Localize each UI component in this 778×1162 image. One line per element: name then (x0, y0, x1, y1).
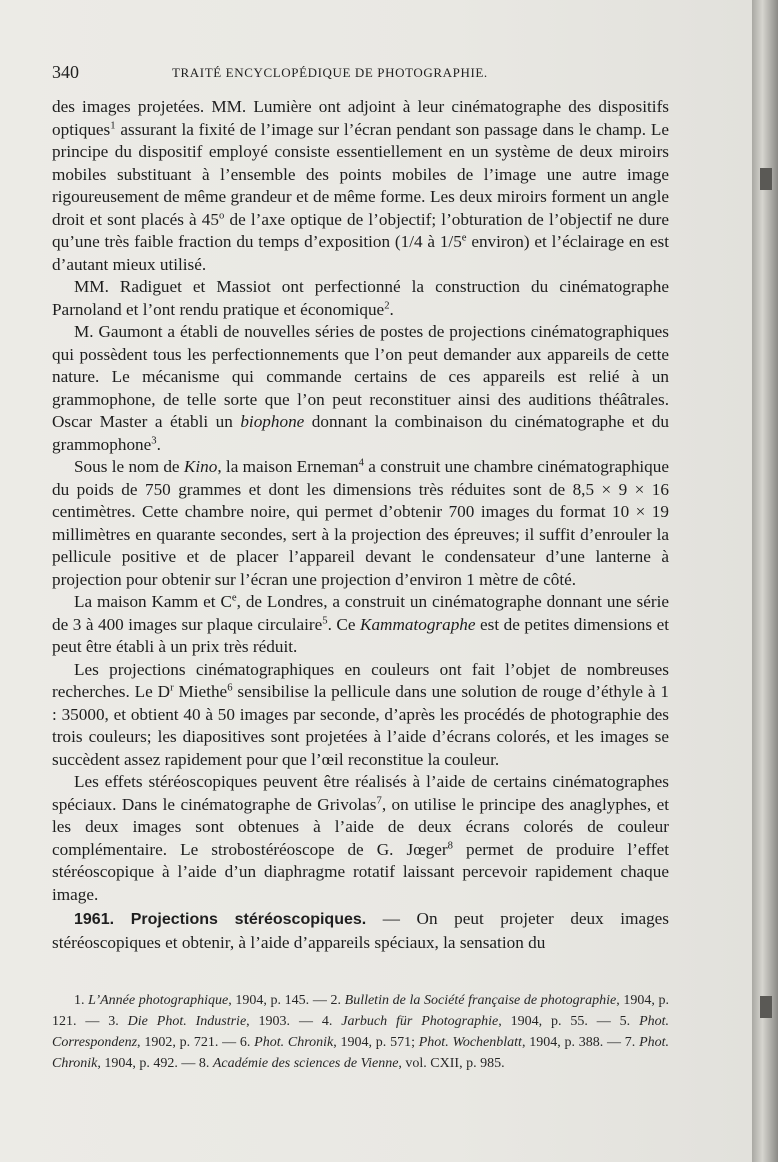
text-run: , vol. CXII, p. 985. (398, 1056, 505, 1071)
footnote-ref: 1 (110, 119, 116, 131)
footnote-ref: 5 (322, 614, 328, 626)
page-number: 340 (52, 62, 79, 82)
text-run: assurant la fixité de l’image sur l’écran pendant son passage dans le champ. Le principe du dispositif employé consiste essentiellement en un système de deux miroirs mobiles substituant à l’ensemble des points mobiles de l’image une autre image rigoureusement de même grandeur et de même forme. Les deux miroirs forment un angle droit et sont placés à 45 (52, 119, 669, 229)
footnote-ref: r (170, 682, 174, 694)
italic-run: Phot. Chronik (254, 1035, 334, 1050)
italic-run: Phot. Chronik (52, 1035, 670, 1071)
text-run: , la maison Erneman (217, 457, 359, 476)
text-run: sensibilise la pellicule dans une solution de rouge d’éthyle à 1 : 35000, et obtient 40 à 50 images par seconde, d’après les procédés de photographie des trois couleurs; les diapositives sont projetées à l’aide d’écrans colorés, et les images se succèdent assez rapidement pour que l’œil reconstitue la couleur. (52, 682, 669, 769)
binding-tab (760, 168, 772, 190)
text-run: , 1904, p. 55. — 5. (498, 1014, 640, 1029)
page-edge (752, 0, 778, 1162)
text-run: . (389, 299, 394, 319)
text-run: La maison Kamm et C (74, 592, 232, 611)
italic-run: Bulletin de la Société française de photographie (344, 993, 617, 1008)
running-title: TRAITÉ ENCYCLOPÉDIQUE DE PHOTOGRAPHIE. (172, 65, 488, 80)
text-run: , 1904, p. 388. — 7. (521, 1035, 640, 1050)
text-run: Les effets stéréoscopiques peuvent être réalisés à l’aide de certains cinématographes spéciaux. Dans le cinématographe de Grivolas (52, 772, 669, 814)
footnote-ref: 8 (447, 839, 453, 851)
text-run: , 1904, p. 571; (333, 1035, 419, 1050)
section-1961 (52, 908, 669, 954)
paragraph (52, 659, 669, 772)
text-run: environ) et l’éclairage en est d’autant mieux utilisé. (52, 232, 669, 274)
text-run: , 1902, p. 721. — 6. (137, 1035, 255, 1050)
text-run: . Ce (327, 614, 360, 634)
footnote-ref: e (231, 592, 237, 604)
footnote-ref: 7 (376, 794, 382, 806)
italic-run: Kino (183, 457, 218, 476)
footnote-ref: 4 (358, 457, 364, 469)
footnote-ref: o (219, 209, 225, 221)
body-text (52, 96, 669, 906)
text-run: , de Londres, a construit un cinématographe donnant une série de 3 à 400 images sur plaque circulaire (52, 592, 669, 634)
italic-run: Phot. Wochenblatt (418, 1035, 522, 1050)
text-run: Sous le nom de (74, 457, 184, 476)
text-run: , on utilise le principe des anaglyphes, et les deux images sont obtenues à l’aide de deux écrans colorés de couleur complémentaire. Le strobostéréoscope de G. Jœger (52, 794, 669, 859)
text-run: . (156, 434, 161, 454)
italic-run: Kammatographe (359, 614, 476, 634)
italic-run: Jarbuch für Photographie (341, 1014, 499, 1029)
paragraph (52, 771, 669, 906)
footnote-ref: e (461, 232, 467, 244)
text-run: M. Gaumont a établi de nouvelles séries de postes de projections cinématographiques qui possèdent tous les perfectionnements que l’on peut demander aux appareils de cette nature. Le mécanisme qui commande certains de ces appareils est relié à un grammophone, de telle sorte que l’on peut reconstituer ainsi des auditions théâtrales. Oscar Master a établi un (52, 322, 669, 431)
paragraph (52, 321, 669, 456)
paragraph (52, 96, 669, 276)
text-run: , 1904, p. 492. — 8. (97, 1056, 213, 1071)
footnote-ref: 6 (227, 682, 233, 694)
text-run: MM. Radiguet et Massiot ont perfectionné la construction du cinématographe Parnoland et l’ont rendu pratique et économique (52, 277, 669, 319)
text-run: Les projections cinématographiques en couleurs ont fait l’objet de nombreuses recherches. Le D (52, 659, 669, 701)
italic-run: L’Année photographique (88, 993, 229, 1008)
text-run: a construit une chambre cinématographique du poids de 750 grammes et dont les dimensions très réduites sont de 8,5 × 9 × 16 centimètres. Cette chambre noire, qui permet d’obtenir 700 images du format 10 × 19 millimètres en quarante secondes, sert à la projection des épreuves; il suffit d’enrouler la pellicule positive et de placer l’appareil devant le condensateur d’une lanterne à projection pour obtenir sur l’écran une projection d’environ 1 mètre de côté. (52, 457, 670, 589)
text-run: permet de produire l’effet stéréoscopique à l’aide d’un diaphragme rotatif laissant percevoir rapidement chaque image. (52, 839, 669, 904)
italic-run: Die Phot. Industrie (127, 1014, 247, 1029)
footnotes (52, 990, 669, 1074)
italic-run: Phot. Correspondenz (52, 1014, 670, 1050)
italic-run: Académie des sciences de Vienne (212, 1056, 399, 1071)
text-run: — On peut projeter deux images stéréoscopiques et obtenir, à l’aide d’appareils spéciaux, la sensation du (52, 909, 669, 952)
text-run: de l’axe optique de l’objectif; l’obturation de l’objectif ne dure qu’une très faible fraction du temps d’exposition (1/4 à 1/5 (52, 209, 669, 251)
binding-tab (760, 996, 772, 1018)
text-run: donnant la combinaison du cinématographe et du grammophone (52, 412, 669, 454)
text-run: , 1903. — 4. (246, 1014, 342, 1029)
page-header (52, 62, 669, 86)
text-run: est de petites dimensions et peut être établi à un prix très réduit. (52, 614, 669, 656)
section-heading: 1961. Projections stéréoscopiques. (74, 911, 367, 928)
text-run: Miethe (173, 682, 228, 701)
text-run: des images projetées. MM. Lumière ont adjoint à leur cinématographe des dispositifs optiques (52, 97, 669, 139)
footnote-ref: 3 (151, 434, 157, 446)
paragraph (52, 276, 669, 321)
text-run: , 1904, p. 121. — 3. (52, 993, 670, 1029)
italic-run: biophone (240, 412, 305, 431)
text-run: , 1904, p. 145. — 2. (228, 993, 345, 1008)
paragraph (52, 456, 669, 591)
paragraph (52, 591, 669, 659)
footnote-ref: 2 (384, 299, 390, 311)
text-run: 1. (74, 993, 89, 1008)
